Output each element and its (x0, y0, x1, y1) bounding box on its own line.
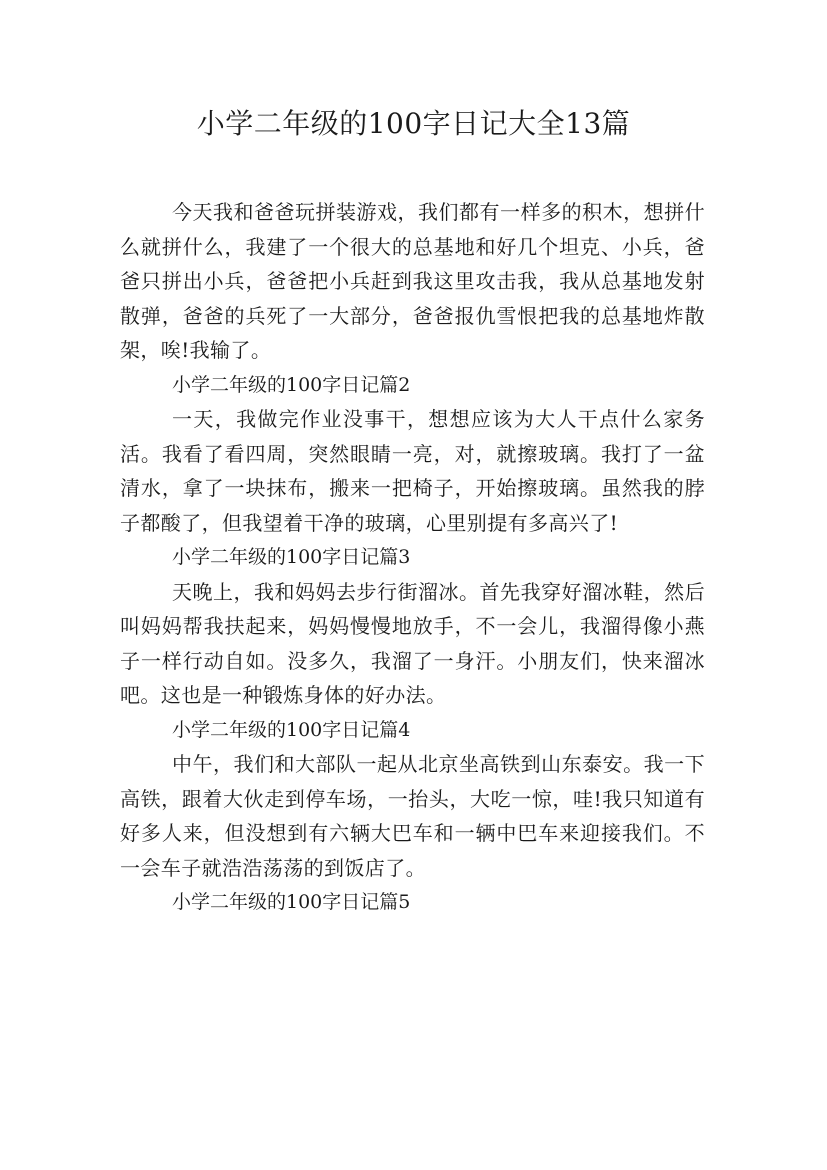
diary-paragraph-1: 今天我和爸爸玩拼装游戏，我们都有一样多的积木，想拼什么就拼什么，我建了一个很大的总基地和好几个坦克、小兵，爸爸只拼出小兵，爸爸把小兵赶到我这里攻击我，我从总基地发射散弹，爸爸的兵死了一大部分，爸爸报仇雪恨把我的总基地炸散架，唉!我输了。 (120, 200, 705, 362)
document-body (120, 195, 705, 920)
section-heading-5: 小学二年级的100字日记篇5 (172, 891, 411, 913)
section-heading-3: 小学二年级的100字日记篇3 (172, 546, 411, 568)
section-heading-4: 小学二年级的100字日记篇4 (172, 718, 411, 741)
diary-paragraph-4: 中午，我们和大部队一起从北京坐高铁到山东泰安。我一下高铁，跟着大伙走到停车场，一抬头，大吃一惊，哇!我只知道有好多人来，但没想到有六辆大巴车和一辆中巴车来迎接我们。不一会车子就浩浩荡荡的到饭店了。 (120, 752, 705, 880)
diary-paragraph-3: 天晚上，我和妈妈去步行街溜冰。首先我穿好溜冰鞋，然后叫妈妈帮我扶起来，妈妈慢慢地放手，不一会儿，我溜得像小燕子一样行动自如。没多久，我溜了一身汗。小朋友们，快来溜冰吧。这也是一种锻炼身体的好办法。 (120, 579, 705, 707)
diary-paragraph-2: 一天，我做完作业没事干，想想应该为大人干点什么家务活。我看了看四周，突然眼睛一亮，对，就擦玻璃。我打了一盆清水，拿了一块抹布，搬来一把椅子，开始擦玻璃。虽然我的脖子都酸了，但我望着干净的玻璃，心里别提有多高兴了! (120, 407, 705, 535)
document-title: 小学二年级的100字日记大全13篇 (196, 107, 631, 140)
section-heading-2: 小学二年级的100字日记篇2 (172, 373, 411, 396)
